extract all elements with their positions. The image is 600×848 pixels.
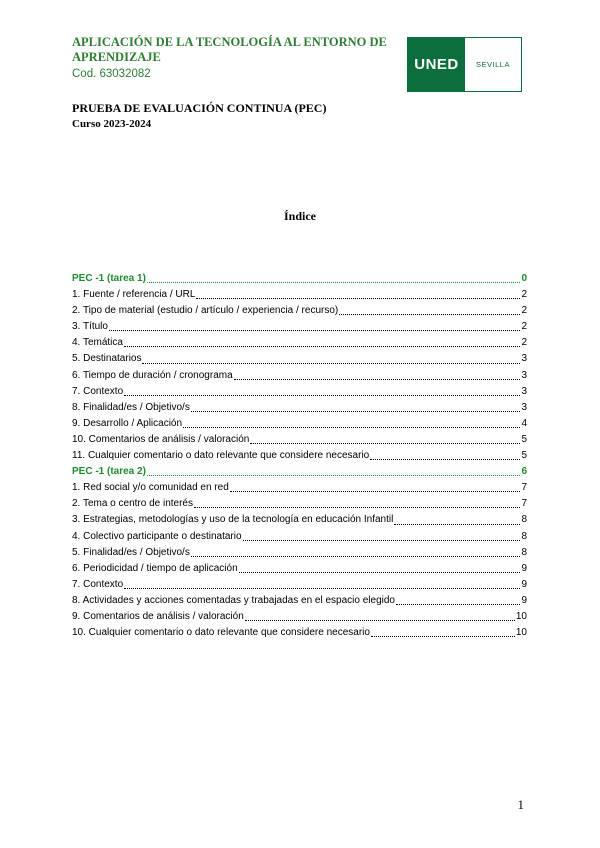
toc-entry-link[interactable] [72,400,527,416]
toc-entry-link[interactable] [72,368,527,384]
toc-entry-link[interactable] [72,512,527,528]
toc-entry-page: 10 [515,627,527,639]
toc-entry-page: 8 [521,530,527,542]
toc-entry-link[interactable] [72,609,527,625]
toc-entry-label: 10. Cualquier comentario o dato relevante que considere necesario [72,627,370,639]
toc-entry-label: 5. Finalidad/es / Objetivo/s [72,546,190,558]
toc-dot-leader [396,604,520,605]
toc-entry-link[interactable] [72,480,527,496]
toc-dot-leader [394,524,520,525]
toc-entry-label: PEC -1 (tarea 2) [72,466,146,478]
toc-dot-leader [371,636,515,637]
toc-entry-page: 0 [521,273,527,284]
toc-dot-leader [147,475,521,476]
subject-code: Cod. 63032082 [72,68,151,80]
table-of-contents [72,271,527,641]
toc-entry-page: 10 [515,610,527,622]
toc-dot-leader [234,379,521,380]
toc-dot-leader [124,346,520,347]
toc-dot-leader [339,314,520,315]
toc-dot-leader [196,298,520,299]
logo-sevilla-text: SEVILLA [465,38,521,91]
toc-entry-page: 3 [521,401,527,413]
toc-dot-leader [191,411,521,412]
toc-entry-page: 6 [521,466,527,478]
toc-entry-label: 5. Destinatarios [72,353,142,365]
toc-entry-page: 5 [521,433,527,445]
toc-entry-label: 9. Comentarios de análisis / valoración [72,610,244,622]
toc-dot-leader [194,507,520,508]
toc-entry-label: 4. Temática [72,337,123,349]
toc-entry-link[interactable] [72,625,527,641]
toc-entry-page: 8 [521,546,527,558]
toc-entry-page: 7 [521,482,527,494]
toc-entry-page: 9 [521,578,527,590]
toc-dot-leader [147,282,521,283]
course-year: Curso 2023-2024 [72,118,152,130]
toc-entry-page: 5 [521,450,527,462]
toc-dot-leader [243,540,521,541]
toc-entry-label: 2. Tema o centro de interés [72,498,193,510]
toc-entry-page: 2 [521,321,527,333]
toc-entry-link[interactable] [72,561,527,577]
toc-section-link[interactable] [72,271,527,287]
toc-entry-page: 3 [521,369,527,381]
toc-section-link[interactable] [72,464,527,480]
page-number: 1 [517,797,524,812]
toc-entry-page: 9 [521,562,527,574]
toc-entry-link[interactable] [72,529,527,545]
toc-dot-leader [245,620,515,621]
toc-entry-label: 11. Cualquier comentario o dato relevante que considere necesario [72,450,370,462]
toc-entry-page: 4 [521,417,527,429]
toc-entry-label: 2. Tipo de material (estudio / artículo / experiencia / recurso) [72,305,339,317]
uned-sevilla-logo [407,37,522,92]
index-heading: Índice [283,209,316,223]
logo-uned-text: UNED [408,38,465,91]
toc-dot-leader [183,427,520,428]
toc-entry-link[interactable] [72,335,527,351]
toc-entry-page: 2 [521,289,527,301]
toc-entry-label: 3. Título [72,321,108,333]
toc-dot-leader [230,491,521,492]
toc-dot-leader [124,395,520,396]
toc-entry-label: 6. Tiempo de duración / cronograma [72,369,233,381]
toc-entry-label: 1. Fuente / referencia / URL [72,289,196,301]
toc-entry-link[interactable] [72,287,527,303]
toc-entry-label: 9. Desarrollo / Aplicación [72,417,183,429]
toc-entry-page: 9 [521,594,527,606]
toc-entry-page: 3 [521,353,527,365]
subject-title: APLICACIÓN DE LA TECNOLOGÍA AL ENTORNO DE APRENDIZAJE [72,35,387,64]
document-title: PRUEBA DE EVALUACIÓN CONTINUA (PEC) [72,101,327,115]
toc-dot-leader [191,556,521,557]
toc-entry-label: 7. Contexto [72,578,124,590]
toc-entry-link[interactable] [72,545,527,561]
toc-entry-link[interactable] [72,448,527,464]
toc-entry-page: 8 [521,514,527,526]
toc-entry-link[interactable] [72,303,527,319]
toc-entry-link[interactable] [72,384,527,400]
toc-entry-label: 6. Periodicidad / tiempo de aplicación [72,562,238,574]
toc-entry-label: 4. Colectivo participante o destinatario [72,530,242,542]
toc-entry-link[interactable] [72,351,527,367]
toc-entry-page: 7 [521,498,527,510]
toc-entry-link[interactable] [72,319,527,335]
toc-entry-label: 10. Comentarios de análisis / valoración [72,433,250,445]
toc-entry-label: 1. Red social y/o comunidad en red [72,482,229,494]
toc-dot-leader [142,363,520,364]
toc-entry-page: 3 [521,385,527,397]
toc-entry-page: 2 [521,305,527,317]
toc-entry-label: 3. Estrategias, metodologías y uso de la tecnología en educación Infantil [72,514,394,526]
toc-entry-label: 7. Contexto [72,385,124,397]
toc-entry-label: 8. Finalidad/es / Objetivo/s [72,401,190,413]
toc-entry-link[interactable] [72,496,527,512]
toc-dot-leader [239,572,521,573]
toc-entry-link[interactable] [72,577,527,593]
toc-dot-leader [124,588,520,589]
toc-entry-link[interactable] [72,416,527,432]
toc-dot-leader [250,443,520,444]
toc-entry-link[interactable] [72,432,527,448]
toc-dot-leader [109,330,520,331]
toc-entry-label: 8. Actividades y acciones comentadas y trabajadas en el espacio elegido [72,594,395,606]
toc-entry-page: 2 [521,337,527,349]
toc-dot-leader [370,459,520,460]
toc-entry-label: PEC -1 (tarea 1) [72,273,146,284]
toc-entry-link[interactable] [72,593,527,609]
